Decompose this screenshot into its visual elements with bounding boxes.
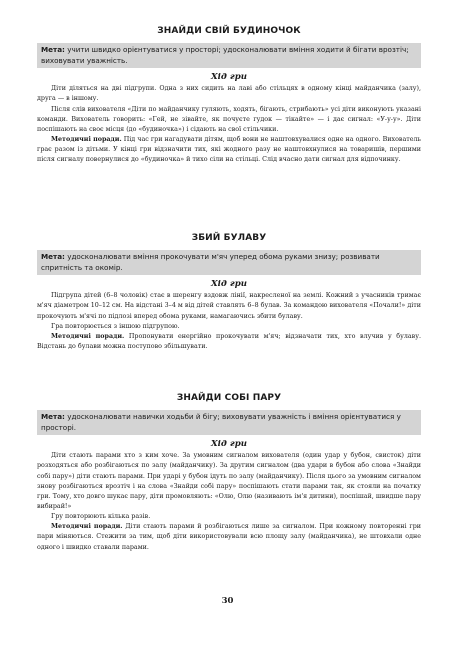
paragraph: Діти діляться на дві підгрупи. Одна з них сидить на лаві або стільцях в одному кінці майданчика (залу), друга — в іншому. [37,85,421,103]
paragraph [37,135,421,165]
section-subtitle: Хід гри [211,72,247,83]
game-section-1 [37,26,421,165]
game-title: ЗНАЙДИ СВІЙ БУДИНОЧОК [157,26,301,36]
section-subtitle: Хід гри [211,439,247,450]
goal-text: удосконалювати навички ходьби й бігу; виховувати уважність і вміння орієнтуватися у просторі. [41,412,401,432]
paragraph-bold-lead: Методичні поради. [51,135,122,143]
goal-band [37,410,421,435]
game-title: ЗБИЙ БУЛАВУ [191,233,267,243]
paragraph [37,332,421,352]
paragraph-text: Діти стають парами й розбігаються лише за сигналом. При кожному повторенні гри пари міняються. Стежити за тим, щоб діти використовували всю площу залу (майданчика), не штовхали одне одного і швидко ставали парами. [37,523,421,551]
goal-label: Мета: [41,252,65,261]
paragraph: Після слів вихователя «Діти по майданчику гуляють, ходять, бігають, стрибають» усі діти виконують указані команди. Вихователь говорить: «Гей, не зівайте, як почуєте гудок — тікайте» — і дає сигнал: «У-у-у». Діти поспішають на своє місця (до «будиночка») і сідають на свої стільчики. [37,105,421,133]
page-number: 30 [221,596,234,606]
goal-label: Мета: [41,45,65,54]
goal-text: удосконалювати вміння прокочувати м'яч уперед обома руками знизу; розвивати спритність та окомір. [41,252,380,272]
goal-band [37,250,421,275]
paragraph-bold-lead: Методичні поради. [51,332,125,340]
paragraph: Підгрупа дітей (6–8 чоловік) стає в шеренгу вздовж лінії, накресленої на землі. Кожний з учасників тримає м'яч діаметром 10–12 см. На відстані 3–4 м від дітей ставлять 6–8 булав. За командою вихователя «Почали!» діти прокочують м'ячі по підлозі вперед обома руками, намагаючись збити булаву. [37,292,421,320]
paragraph-bold-lead: Методичні поради. [51,523,123,531]
game-body [37,451,421,553]
game-title: ЗНАЙДИ СОБІ ПАРУ [176,393,282,403]
paragraph-text: Пропонувати енергійно прокочувати м'яч; відзначати тих, хто влучив у булаву. Відстань до булави можна поступово збільшувати. [37,332,421,350]
paragraph: Діти стають парами хто з ким хоче. За умовним сигналом вихователя (один удар у бубон, свисток) діти розходяться або розбігаються по залу (майданчику). За другим сигналом (два удари в бубон або слова «Знайди собі пару») діти стають парами. При ударі у бубон ідуть по залу (майданчику). Після цього за умовним сигналом знову розбігаються врозтіч і на слова «Знайди собі пару» поспішають стати парами так, як стояли на початку гри. Тому, хто довго шукає пару, діти промовляють: «Олю, Олю (називають ім'я дитини), поспішай, швидше пару вибирай!» [37,452,421,510]
paragraph-text: Під час гри нагадувати дітям, щоб вони не наштовхувалися одне на одного. Вихователь грає разом із дітьми. У кінці гри відзначити тих, які жодного разу не наштовхнулися на товаришів, першими після сигналу повернулися до «будиночка» й тихо сіли на стільці. Слід вчасно дати сигнал для відпочинку. [37,135,421,164]
section-subtitle: Хід гри [211,279,247,290]
game-body [37,291,421,352]
game-body [37,84,421,165]
game-section-2 [37,233,421,352]
goal-text: учити швидко орієнтуватися у просторі; удосконалювати вміння ходити й бігати врозтіч; виховувати уважність. [41,45,409,65]
game-section-3 [37,393,421,553]
goal-band [37,43,421,68]
paragraph: Гра повторюється з іншою підгрупою. [51,322,180,330]
goal-label: Мета: [41,412,65,421]
paragraph: Гру повторюють кілька разів. [51,513,151,521]
paragraph [37,522,421,552]
